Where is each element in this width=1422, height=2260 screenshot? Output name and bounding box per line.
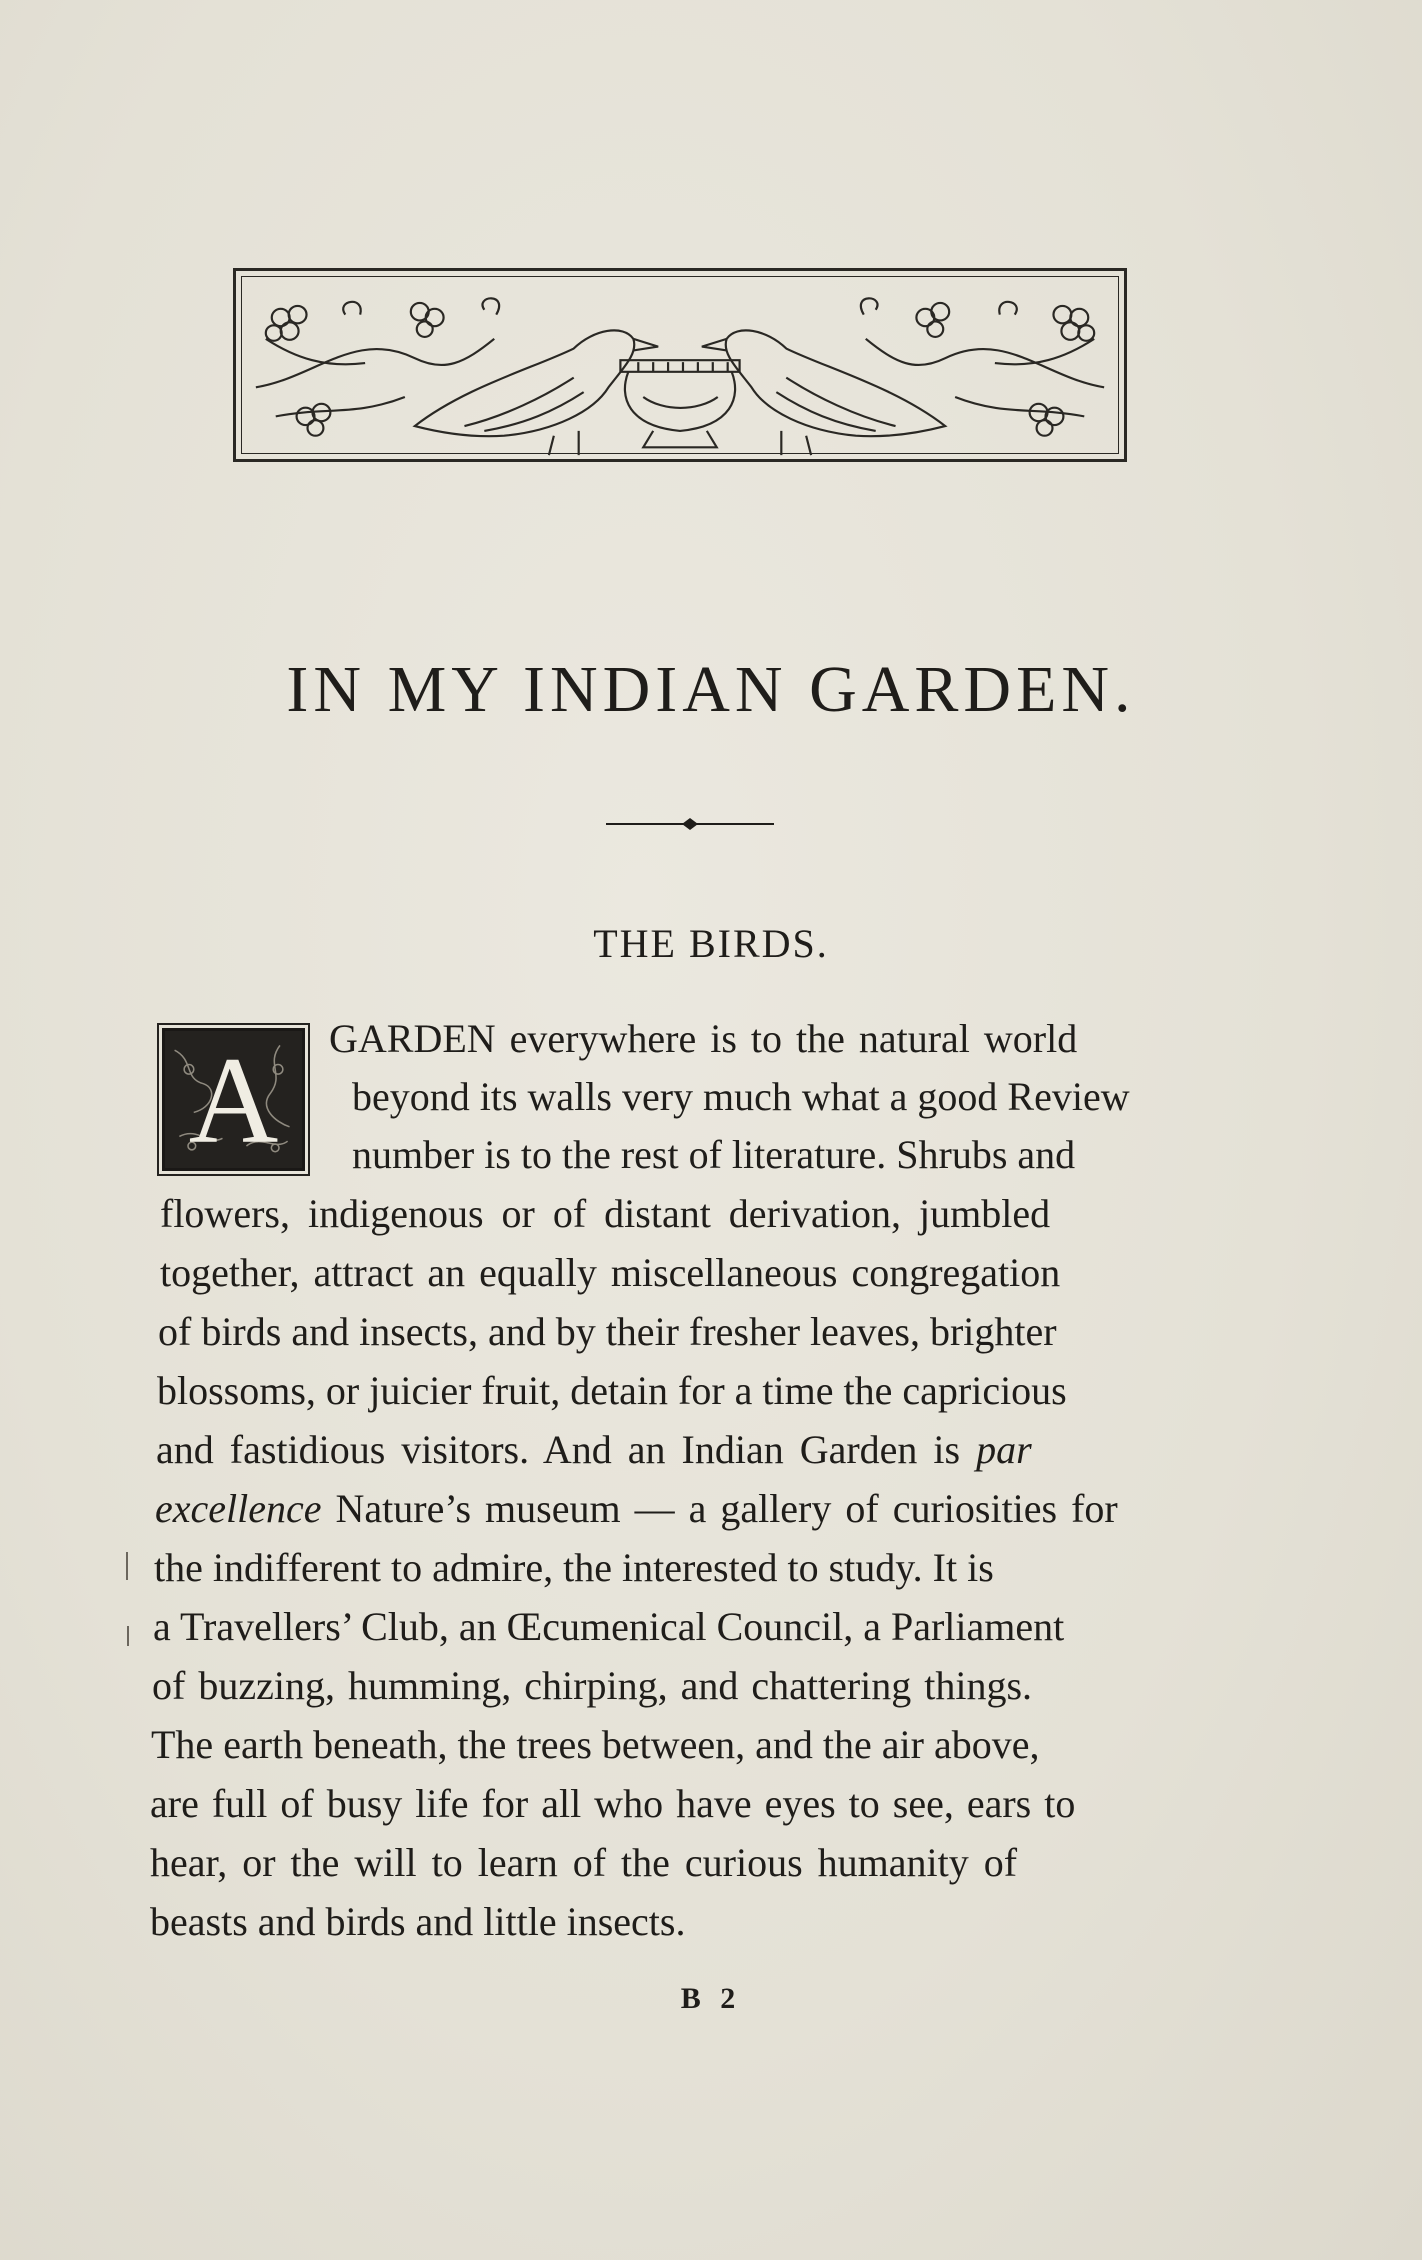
text-line-6: of birds and insects, and by their fresher leaves, brighter [158,1309,1057,1354]
decorative-headpiece-birds [233,268,1127,462]
drop-cap-letter: A [188,1032,279,1169]
text-line-8-main: and fastidious visitors. And an Indian Garden is [156,1427,961,1472]
text-line-7: blossoms, or juicier fruit, detain for a time the capricious [157,1368,1067,1413]
text-line-9-main: Nature’s museum — a gallery of curiosities for [335,1486,1118,1531]
section-heading: THE BIRDS. [593,921,829,966]
italic-par: par [976,1427,1032,1472]
text-line-13: The earth beneath, the trees between, and the air above, [151,1722,1040,1767]
drop-cap [162,1028,305,1171]
text-line-8 [156,1426,1032,1474]
text-line-10: the indifferent to admire, the interested to study. It is [154,1545,994,1590]
ornamental-rule [606,814,774,834]
text-line-3: number is to the rest of literature. Shrubs and [352,1132,1076,1177]
text-line-1: GARDEN everywhere is to the natural world [329,1016,1078,1061]
text-line-16: beasts and birds and little insects. [150,1899,686,1944]
text-line-5: together, attract an equally miscellaneous congregation [160,1250,1061,1295]
signature-mark: B 2 [680,1982,742,2015]
text-line-15: hear, or the will to learn of the curious humanity of [150,1840,1018,1885]
text-line-12: of buzzing, humming, chirping, and chattering things. [152,1663,1033,1708]
text-line-4: flowers, indigenous or of distant derivation, jumbled [160,1191,1051,1236]
margin-mark [126,1552,128,1580]
margin-mark [127,1626,129,1646]
text-line-14: are full of busy life for all who have eyes to see, ears to [150,1781,1076,1826]
text-line-11: a Travellers’ Club, an Œcumenical Council, a Parliament [153,1604,1065,1649]
text-line-2: beyond its walls very much what a good Review [352,1074,1130,1119]
page-title: IN MY INDIAN GARDEN. [286,653,1136,726]
text-line-9 [155,1485,1118,1533]
italic-excellence: excellence [155,1486,322,1531]
